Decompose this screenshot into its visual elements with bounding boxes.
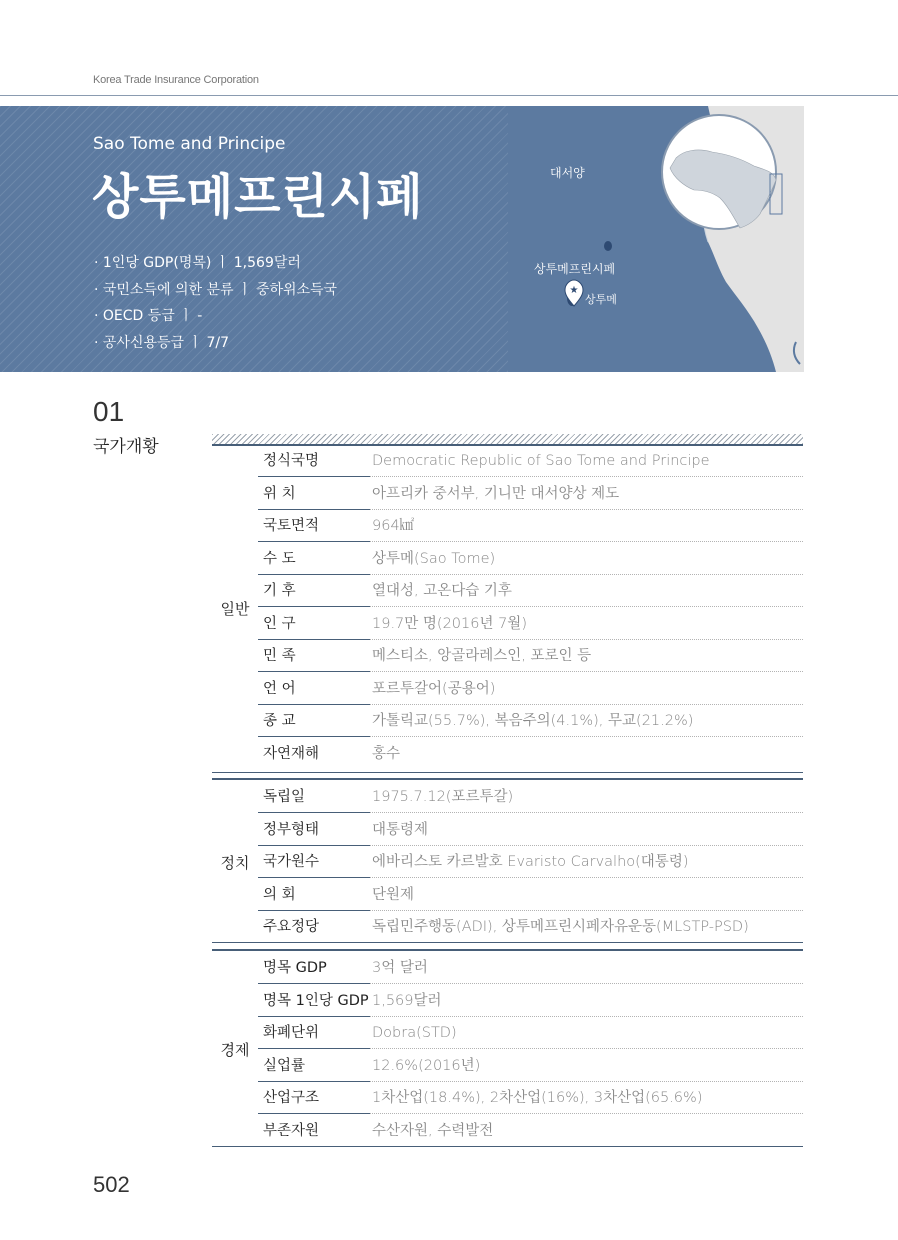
group-label-economy: 경제 [220, 1041, 250, 1059]
row-key: 주요정당 [263, 919, 320, 935]
row-value: 가톨릭교(55.7%), 복음주의(4.1%), 무교(21.2%) [370, 706, 803, 737]
row-key: 인 구 [258, 609, 370, 640]
row-key: 실업률 [258, 1051, 370, 1082]
row-value: 12.6%(2016년) [370, 1051, 803, 1082]
group-label-politics: 정치 [220, 854, 250, 872]
row-key: 부존자원 [263, 1122, 320, 1139]
group-general [212, 444, 803, 773]
header-rule [0, 95, 898, 96]
table-row [258, 1116, 803, 1148]
row-key: 독립일 [258, 782, 370, 813]
country-name-en: Sao Tome and Principe [93, 134, 286, 154]
principe-island [604, 241, 612, 251]
section-number: 01 [93, 396, 125, 427]
row-value: 19.7만 명(2016년 7월) [370, 609, 803, 640]
table-row [258, 1083, 803, 1115]
table-row [258, 1018, 803, 1050]
page-number: 502 [93, 1172, 130, 1197]
row-value: 1,569달러 [370, 986, 803, 1017]
table-row [258, 446, 803, 478]
table-row [258, 609, 803, 641]
capital-map-label: 상투메 [585, 293, 617, 306]
row-key: 화폐단위 [258, 1018, 370, 1049]
ocean-label: 대서양 [550, 166, 585, 180]
table-row [258, 674, 803, 706]
row-value: 열대성, 고온다습 기후 [370, 576, 803, 607]
row-key: 의 회 [258, 880, 370, 911]
row-key: 국가원수 [258, 847, 370, 878]
country-stats [94, 250, 337, 356]
table-row [258, 479, 803, 511]
row-value: 1975.7.12(포르투갈) [370, 782, 803, 813]
row-value: 964㎢ [370, 511, 803, 542]
row-value: 단원제 [370, 880, 803, 911]
country-map-label: 상투메프린시페 [534, 262, 616, 276]
row-key: 명목 1인당 GDP [258, 986, 370, 1017]
section-title: 국가개황 [93, 437, 159, 457]
row-key: 수 도 [258, 544, 370, 575]
section-hatch-rule [212, 434, 803, 444]
map-graphic [508, 106, 804, 372]
table-row [258, 880, 803, 912]
row-key: 정식국명 [258, 446, 370, 477]
row-key: 산업구조 [258, 1083, 370, 1114]
table-row [258, 912, 803, 944]
row-value: Democratic Republic of Sao Tome and Principe [370, 446, 803, 477]
table-row [258, 847, 803, 879]
table-row [258, 739, 803, 771]
capital-pin [565, 280, 583, 306]
row-value: 수산자원, 수력발전 [372, 1122, 494, 1139]
stat-oecd-grade: · OECD 등급 ㅣ - [94, 308, 203, 324]
row-key: 기 후 [258, 576, 370, 607]
stat-gdp-per-capita: · 1인당 GDP(명목) ㅣ 1,569달러 [94, 255, 301, 271]
row-value: 대통령제 [370, 815, 803, 846]
row-key: 국토면적 [258, 511, 370, 542]
table-row [258, 782, 803, 814]
location-map [508, 106, 804, 372]
row-key: 명목 GDP [258, 953, 370, 984]
table-row [258, 706, 803, 738]
row-value: 메스티소, 앙골라레스인, 포로인 등 [370, 641, 803, 672]
table-row [258, 986, 803, 1018]
row-key: 민 족 [258, 641, 370, 672]
row-key: 정부형태 [258, 815, 370, 846]
group-politics [212, 778, 803, 943]
organization-name: Korea Trade Insurance Corporation [93, 74, 259, 86]
row-value: 1차산업(18.4%), 2차산업(16%), 3차산업(65.6%) [370, 1083, 803, 1114]
svg-text:★: ★ [569, 285, 579, 296]
row-value: 에바리스토 카르발호 Evaristo Carvalho(대통령) [370, 847, 803, 878]
row-value: 포르투갈어(공용어) [370, 674, 803, 705]
table-row [258, 815, 803, 847]
row-value: 3억 달러 [370, 953, 803, 984]
row-value: 상투메(Sao Tome) [370, 544, 803, 575]
row-value: Dobra(STD) [370, 1018, 803, 1049]
table-row [258, 953, 803, 985]
group-label-general: 일반 [220, 600, 250, 618]
stat-credit-grade: · 공사신용등급 ㅣ 7/7 [94, 334, 229, 351]
row-key: 자연재해 [263, 745, 320, 762]
table-row [258, 544, 803, 576]
table-row [258, 511, 803, 543]
row-value: 홍수 [372, 745, 401, 762]
row-value: 아프리카 중서부, 기니만 대서양상 제도 [370, 479, 803, 510]
row-key: 언 어 [258, 674, 370, 705]
row-value: 독립민주행동(ADI), 상투메프린시페자유운동(MLSTP-PSD) [372, 919, 749, 935]
table-row [258, 641, 803, 673]
table-row [258, 576, 803, 608]
stat-income-class: · 국민소득에 의한 분류 ㅣ 중하위소득국 [94, 281, 338, 298]
table-row [258, 1051, 803, 1083]
row-key: 종 교 [258, 706, 370, 737]
row-key: 위 치 [258, 479, 370, 510]
country-name-ko: 상투메프린시페 [92, 169, 424, 225]
group-economy [212, 949, 803, 1147]
